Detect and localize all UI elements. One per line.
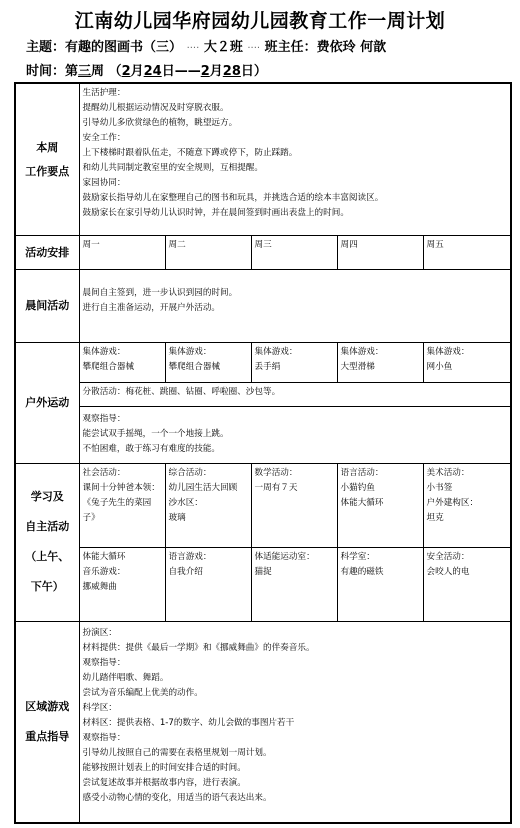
area-label — [15, 622, 79, 823]
learning-cell — [423, 463, 511, 547]
area-content — [79, 622, 511, 823]
morning-content — [79, 270, 511, 342]
day-tuesday: 周二 — [165, 236, 251, 270]
learning-top-row — [15, 463, 511, 547]
area-line: 观察指导： — [82, 658, 126, 669]
game-value: 网小鱼 — [426, 361, 453, 372]
game-label: 集体游戏： — [426, 346, 470, 357]
end-suffix: 日） — [240, 64, 267, 79]
area-line: 材料区：提供表格、1-7的数字、幼儿会做的事图片若干 — [82, 718, 295, 729]
learning-line: 小书签 — [426, 482, 453, 493]
key-work-label — [15, 83, 79, 236]
learning-cell — [79, 463, 165, 547]
outdoor-game — [251, 342, 337, 382]
game-value: 丢手绢 — [254, 361, 281, 372]
outdoor-guide-row — [15, 407, 511, 463]
time-line — [26, 60, 267, 79]
area-line: 尝试为音乐编配上优美的动作。 — [82, 688, 203, 699]
page-title: 江南幼儿园华府园幼儿园教育工作一周计划 — [74, 10, 446, 32]
learning-line: 《兔子先生的菜园子》 — [82, 497, 152, 523]
learning-line: 综合活动： — [168, 467, 212, 478]
learning-line: 会咬人的电 — [426, 566, 470, 577]
learning-line: 幼儿园生活大回顾 — [168, 482, 238, 493]
morning-line: 晨间自主签到，进一步认识到园的时间。 — [82, 288, 238, 299]
teacher-value: 费依玲 何歆 — [316, 40, 387, 55]
outdoor-game — [337, 342, 423, 382]
learning-line: 安全活动： — [426, 551, 470, 562]
learning-line: 小猫钓鱼 — [340, 482, 375, 493]
learning-bottom-row — [15, 547, 511, 621]
learning-cell — [423, 547, 511, 621]
area-row — [15, 622, 511, 823]
learning-label-3: （上午、 — [25, 550, 70, 564]
morning-label: 晨间活动 — [15, 270, 79, 342]
learning-cell — [79, 547, 165, 621]
key-work-label-1: 本周 — [36, 140, 59, 154]
key-work-line: 引导幼儿多欣赏绿色的植物，眺望远方。 — [82, 118, 238, 128]
day-thursday: 周四 — [337, 236, 423, 270]
day-friday: 周五 — [423, 236, 511, 270]
outdoor-games-row — [15, 342, 511, 382]
learning-cell — [337, 463, 423, 547]
time-label: 时间：第 — [26, 64, 79, 79]
learning-line: 玻璃 — [168, 512, 186, 523]
activity-row — [15, 236, 511, 270]
month-unit-1: 月 — [130, 64, 144, 79]
area-line: 观察指导： — [82, 733, 126, 744]
learning-line: 体能大循环 — [340, 497, 384, 508]
guide-line: 能尝试双手摇绳，一个一个地接上跳。 — [82, 429, 229, 440]
area-line: 感受小动物心情的变化，用适当的语气表达出来。 — [82, 793, 272, 804]
learning-line: 体适能运动室： — [254, 551, 315, 562]
learning-line: 沙水区： — [168, 497, 203, 508]
guide-line: 不怕困难，敢于练习有难度的技能。 — [82, 444, 221, 455]
area-label-1: 区域游戏 — [25, 700, 70, 714]
week-suffix: 周 （ — [91, 64, 122, 79]
learning-cell — [165, 463, 251, 547]
key-work-content — [79, 83, 511, 236]
game-label: 集体游戏： — [82, 346, 126, 357]
area-line: 引导幼儿按照自己的需要在表格里规划一周计划。 — [82, 748, 272, 759]
learning-line: 一周有７天 — [254, 482, 298, 493]
game-value: 攀爬组合器械 — [168, 361, 221, 372]
class-value: 大２班 — [203, 40, 243, 55]
day-wednesday: 周三 — [251, 236, 337, 270]
area-line: 扮演区： — [82, 628, 117, 639]
area-line: 幼儿踏伴唱歌、舞蹈。 — [82, 673, 169, 684]
key-work-line: 安全工作： — [82, 133, 126, 143]
learning-line: 户外建构区： — [426, 497, 479, 508]
month-unit-2: 月 — [209, 64, 223, 79]
learning-label — [15, 463, 79, 622]
learning-cell — [337, 547, 423, 621]
game-label: 集体游戏： — [168, 346, 212, 357]
key-work-line: 和幼儿共同制定教室里的安全规则，互相提醒。 — [82, 163, 263, 173]
key-work-line: 鼓励家长在家引导幼儿认识时钟，并在晨间签到时画出表盘上的时间。 — [82, 208, 349, 218]
learning-line: 数学活动： — [254, 467, 298, 478]
date-dash: 日—— — [161, 64, 201, 79]
learning-line: 坦克 — [426, 512, 444, 523]
learning-line: 有趣的磁铁 — [340, 566, 384, 577]
week-number: 三 — [78, 64, 92, 79]
outdoor-game — [165, 342, 251, 382]
area-label-2: 重点指导 — [25, 730, 70, 744]
theme-label: 主题： — [26, 40, 66, 55]
learning-cell — [251, 463, 337, 547]
game-label: 集体游戏： — [340, 346, 384, 357]
theme-value: 有趣的图画书（三） — [65, 40, 183, 55]
learning-line: 语言活动： — [340, 467, 384, 478]
learning-line: 挪威舞曲 — [82, 581, 117, 592]
key-work-row — [15, 83, 511, 236]
theme-line: 主题：有趣的图画书（三） ···· 大２班 ···· 班主任：费依玲 何歆 — [26, 40, 387, 55]
outdoor-game — [79, 342, 165, 382]
outdoor-guide — [79, 407, 511, 463]
learning-label-4: 下午） — [30, 580, 64, 594]
game-value: 攀爬组合器械 — [82, 361, 135, 372]
key-work-line: 鼓励家长指导幼儿在家整理自己的图书和玩具，并挑选合适的绘本丰富阅读区。 — [82, 193, 384, 203]
game-value: 大型滑梯 — [340, 361, 375, 372]
key-work-line: 生活护理： — [82, 88, 126, 98]
outdoor-scatter-row — [15, 383, 511, 407]
area-line: 尝试复述故事并根据故事内容，进行表演。 — [82, 778, 246, 789]
key-work-line: 上下楼梯时跟着队伍走，不随意下蹲或停下，防止踩踏。 — [82, 148, 298, 158]
key-work-line: 家园协同： — [82, 178, 126, 188]
guide-line: 观察指导： — [82, 414, 126, 425]
learning-label-1: 学习及 — [30, 490, 64, 504]
area-line: 能够按照计划表上的时间安排合适的时间。 — [82, 763, 246, 774]
learning-line: 社会活动： — [82, 467, 126, 478]
outdoor-game — [423, 342, 511, 382]
end-day: 28 — [222, 64, 241, 79]
game-label: 集体游戏： — [254, 346, 298, 357]
day-monday: 周一 — [79, 236, 165, 270]
outdoor-label: 户外运动 — [15, 342, 79, 463]
learning-line: 音乐游戏： — [82, 566, 126, 577]
learning-line: 科学室： — [340, 551, 375, 562]
learning-label-2: 自主活动 — [25, 520, 70, 534]
activity-label: 活动安排 — [15, 236, 79, 270]
learning-line: 猫捉 — [254, 566, 272, 577]
start-day: 24 — [143, 64, 162, 79]
outdoor-scatter: 分散活动：梅花桩、跳圈、钻圈、呼啦圈、沙包等。 — [79, 383, 511, 407]
area-line: 科学区： — [82, 703, 117, 714]
learning-line: 语言游戏： — [168, 551, 212, 562]
key-work-line: 提醒幼儿根据运动情况及时穿脱衣服。 — [82, 103, 229, 113]
learning-line: 课间十分钟爸本领： — [82, 482, 160, 493]
morning-line: 进行自主准备运动，开展户外活动。 — [82, 303, 221, 314]
learning-line: 自我介绍 — [168, 566, 203, 577]
learning-cell — [251, 547, 337, 621]
key-work-label-2: 工作要点 — [25, 164, 70, 178]
teacher-label: 班主任： — [264, 40, 317, 55]
end-month: 2 — [200, 64, 210, 79]
learning-cell — [165, 547, 251, 621]
start-month: 2 — [121, 64, 131, 79]
morning-row — [15, 270, 511, 342]
learning-line: 美术活动： — [426, 467, 470, 478]
weekly-plan-table — [14, 82, 512, 824]
area-line: 材料提供：提供《最后一学期》和《挪威舞曲》的伴奏音乐。 — [82, 643, 315, 654]
learning-line: 体能大循环 — [82, 551, 126, 562]
